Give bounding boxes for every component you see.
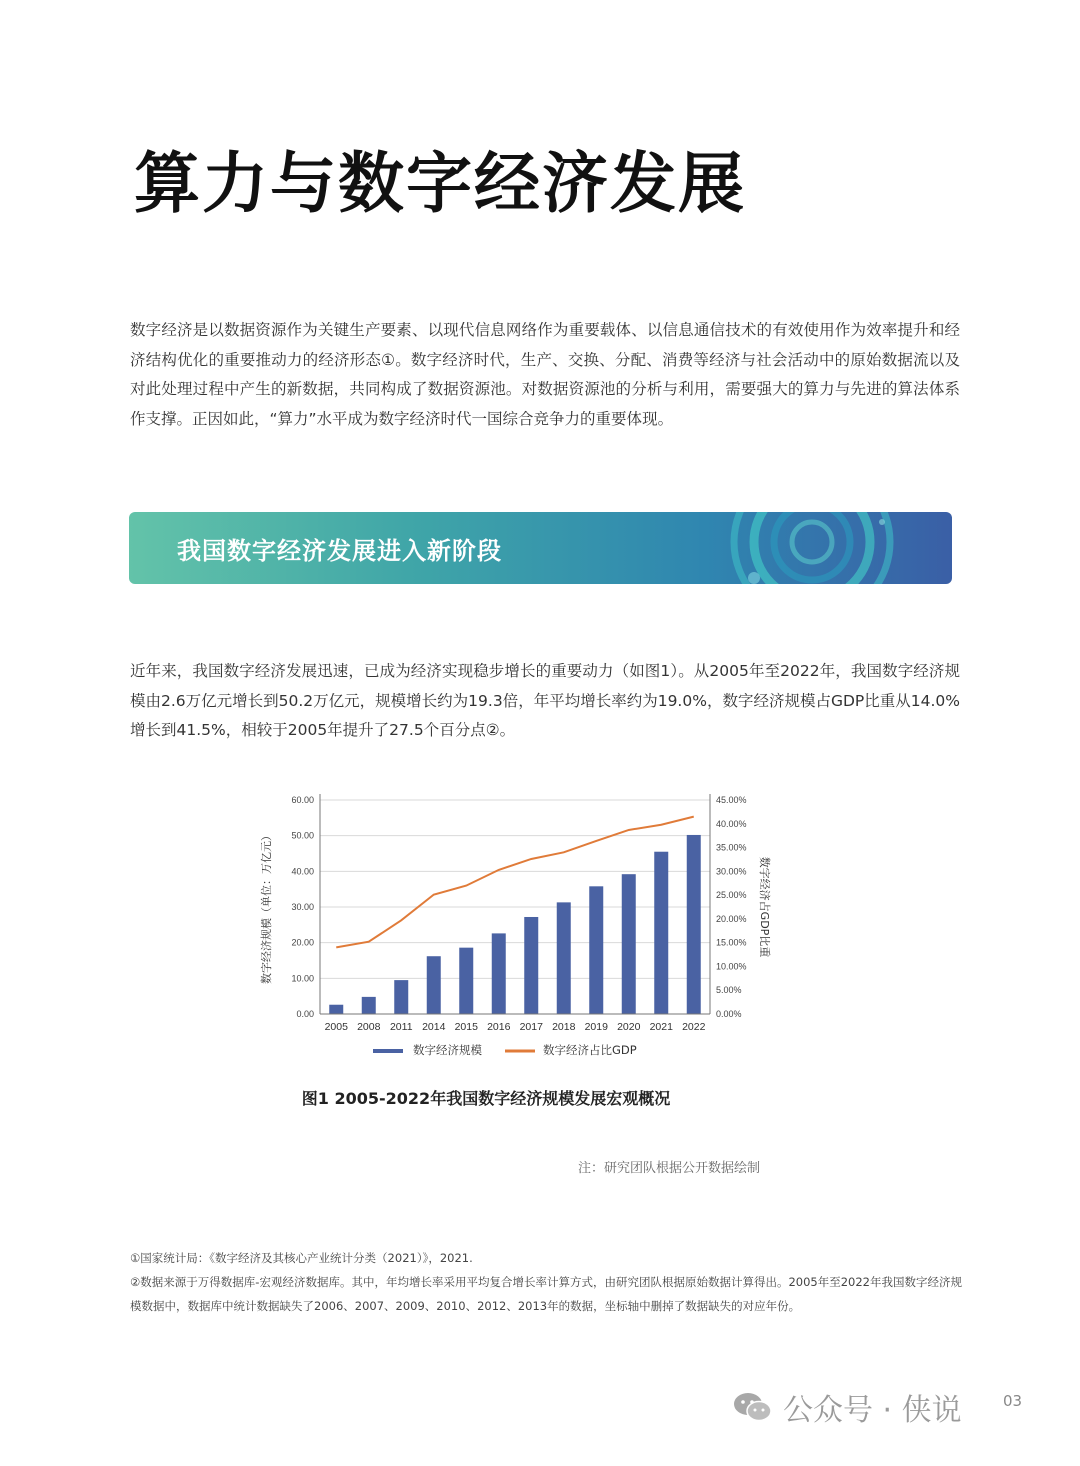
- footnote-1: ①国家统计局：《数字经济及其核心产业统计分类（2021）》，2021.: [130, 1251, 473, 1265]
- y-tick-label-right: 0.00%: [716, 1009, 742, 1019]
- y-tick-label-left: 30.00: [291, 902, 314, 912]
- y-tick-label-right: 20.00%: [716, 913, 747, 924]
- y-tick-label-right: 5.00%: [716, 985, 742, 996]
- watermark: [733, 1385, 962, 1429]
- y-tick-label-right: 10.00%: [716, 961, 747, 972]
- bar-2022: [687, 835, 701, 1014]
- y-tick-label-right: 35.00%: [716, 842, 747, 853]
- digital-economy-chart: [255, 775, 795, 1075]
- x-tick-label: 2011: [389, 1021, 413, 1033]
- y-tick-label-left: 0.00: [296, 1009, 314, 1019]
- legend-label-bar: 数字经济规模: [413, 1043, 482, 1057]
- y-axis-title-left: 数字经济规模（单位：万亿元）: [260, 830, 273, 984]
- x-tick-label: 2021: [649, 1021, 673, 1033]
- intro-paragraph: 数字经济是以数据资源作为关键生产要素、以现代信息网络作为重要载体、以信息通信技术的有效使用作为效率提升和经济结构优化的重要推动力的经济形态①。数字经济时代，生产、交换、分配、消费等经济与社会活动中的原始数据流以及对此处理过程中产生的新数据，共同构成了数据资源池。对数据资源池的分析与利用，需要强大的算力与先进的算法体系作支撑。正因如此，“算力”水平成为数字经济时代一国综合竞争力的重要体现。: [130, 321, 960, 428]
- y-tick-label-left: 40.00: [291, 866, 314, 877]
- y-axis-title-right: 数字经济占GDP比重: [758, 856, 771, 958]
- x-tick-label: 2015: [454, 1021, 478, 1033]
- bar-2014: [427, 956, 441, 1014]
- bar-2017: [524, 917, 538, 1014]
- concentric-circles-decoration: [702, 512, 952, 584]
- gdp-share-line: [336, 817, 694, 948]
- source-note: 注：研究团队根据公开数据绘制: [578, 1161, 761, 1176]
- bar-2021: [654, 852, 668, 1014]
- wechat-icon: [733, 1390, 773, 1424]
- body-paragraph: 近年来，我国数字经济发展迅速，已成为经济实现稳步增长的重要动力（如图1）。从2005年至2022年，我国数字经济规模由2.6万亿元增长到50.2万亿元，规模增长约为19.3倍，年平均增长率约为19.0%，数字经济规模占GDP比重从14.0%增长到41.5%，相较于2005年提升了27.5个百分点②。: [130, 662, 960, 739]
- figure-caption: 图1 2005-2022年我国数字经济规模发展宏观概况: [301, 1089, 671, 1108]
- y-tick-label-left: 20.00: [291, 937, 314, 948]
- y-tick-label-right: 15.00%: [716, 937, 747, 948]
- footnotes: [130, 1246, 970, 1318]
- y-tick-label-left: 10.00: [291, 973, 314, 984]
- page-number: 03: [1003, 1392, 1023, 1410]
- legend-swatch-line: [505, 1050, 535, 1053]
- x-tick-label: 2018: [552, 1021, 576, 1033]
- legend-swatch-bar: [373, 1049, 403, 1053]
- y-tick-label-left: 60.00: [291, 795, 314, 805]
- bar-2018: [557, 902, 571, 1014]
- y-tick-label-left: 50.00: [291, 830, 314, 841]
- section-title: 我国数字经济发展进入新阶段: [177, 537, 502, 565]
- x-tick-label: 2008: [357, 1021, 381, 1033]
- page-title: 算力与数字经济发展: [134, 145, 746, 222]
- x-tick-label: 2014: [422, 1021, 446, 1033]
- bar-2016: [492, 933, 506, 1014]
- bar-2019: [589, 886, 603, 1014]
- y-tick-label-right: 30.00%: [716, 866, 747, 877]
- x-tick-label: 2019: [584, 1021, 608, 1033]
- bar-2011: [394, 980, 408, 1014]
- x-tick-label: 2017: [519, 1021, 543, 1033]
- y-tick-label-right: 25.00%: [716, 890, 747, 901]
- watermark-text: 公众号 · 侠说: [783, 1393, 962, 1428]
- bar-2015: [459, 948, 473, 1014]
- y-tick-label-right: 45.00%: [716, 795, 747, 805]
- y-tick-label-right: 40.00%: [716, 818, 747, 829]
- x-tick-label: 2005: [324, 1021, 348, 1033]
- legend-label-line: 数字经济占比GDP: [543, 1043, 637, 1057]
- section-banner: [129, 512, 952, 584]
- x-tick-label: 2020: [617, 1021, 641, 1033]
- footnote-2: ②数据来源于万得数据库-宏观经济数据库。其中，年均增长率采用平均复合增长率计算方式，由研究团队根据原始数据计算得出。2005年至2022年我国数字经济规模数据中，数据库中统计数据缺失了2006、2007、2009、2010、2012、2013年的数据，坐标轴中删掉了数据缺失的对应年份。: [130, 1275, 962, 1313]
- bar-2005: [329, 1005, 343, 1014]
- bar-2020: [622, 874, 636, 1014]
- bar-2008: [362, 997, 376, 1014]
- x-tick-label: 2016: [487, 1021, 511, 1033]
- x-tick-label: 2022: [682, 1021, 706, 1033]
